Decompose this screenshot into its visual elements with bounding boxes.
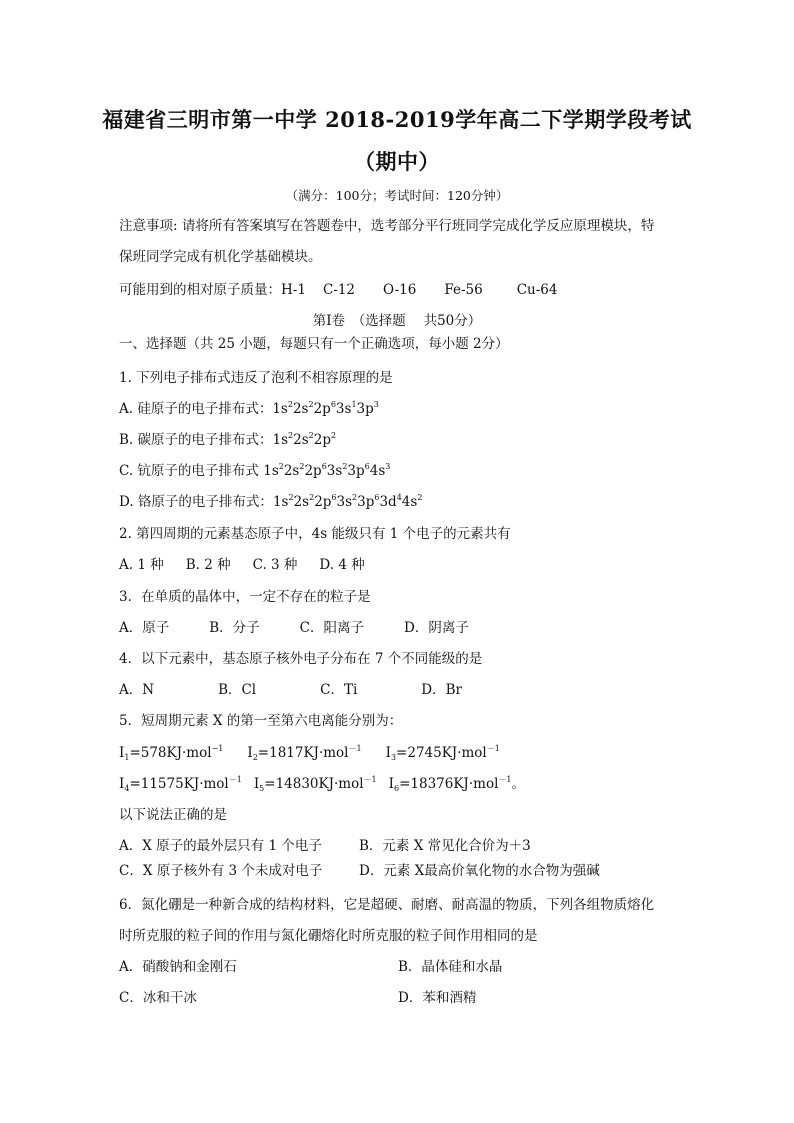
q5-i6: 18376KJ·mol bbox=[410, 776, 499, 792]
q5-ionization-row-1: $I_1=578KJ\cdot mol^{-1}$ $I_2=1817KJ\cdot mol^{-1}$ $I_3=2745KJ\cdot mol^{-1}$ bbox=[119, 744, 500, 762]
q5-option-c: C．X 原子核外有 3 个未成对电子 bbox=[119, 863, 323, 879]
exam-subtitle: （期中） bbox=[354, 149, 440, 174]
q6-option-d: D．苯和酒精 bbox=[398, 990, 477, 1006]
q4-stem: 4．以下元素中，基态原子核外电子分布在 7 个不同能级的是 bbox=[119, 651, 483, 667]
q3-option-b: B．分子 bbox=[209, 620, 260, 636]
q5-after: 以下说法正确的是 bbox=[119, 807, 227, 823]
q2-option-c: C. 3 种 bbox=[252, 557, 298, 573]
q5-stem: 5．短周期元素 X 的第一至第六电离能分别为： bbox=[119, 713, 403, 729]
notice-line-2: 保班同学完成有机化学基础模块。 bbox=[119, 249, 322, 265]
q5-option-d: D．元素 X最高价氧化物的水合物为强碱 bbox=[359, 863, 600, 879]
atomic-mass-c: C-12 bbox=[322, 282, 356, 298]
q5-i2: 1817KJ·mol bbox=[269, 745, 349, 761]
q6-option-a: A．硝酸钠和金刚石 bbox=[119, 959, 237, 975]
q4-option-d: D．Br bbox=[421, 682, 462, 698]
q1-option-d: D. 铬原子的电子排布式：$1s^22s^22p^63s^23p^63d^44s^2$ bbox=[119, 493, 423, 510]
q4-option-b: B．Cl bbox=[218, 682, 257, 698]
q4-option-a: A．N bbox=[119, 682, 155, 698]
q4-options bbox=[119, 680, 462, 700]
q1-option-a: A. 硅原子的电子排布式：$1s^22s^22p^63s^13p^3$ bbox=[119, 400, 379, 417]
q5-i1: 578KJ·mol bbox=[140, 745, 212, 761]
q5-option-b: B．元素 X 常见化合价为＋3 bbox=[359, 838, 531, 854]
q4-option-c: C．Ti bbox=[320, 682, 358, 698]
q6-option-b: B．晶体硅和水晶 bbox=[398, 959, 503, 975]
q3-option-a: A．原子 bbox=[119, 620, 170, 636]
q5-i4: 11575KJ·mol bbox=[140, 776, 229, 792]
q3-option-c: C．阳离子 bbox=[299, 620, 365, 636]
q1-stem: 1. 下列电子排布式违反了泡利不相容原理的是 bbox=[119, 370, 393, 386]
q3-option-d: D．阴离子 bbox=[404, 620, 469, 636]
notice-line-1: 注意事项: 请将所有答案填写在答题卷中，选考部分平行班同学完成化学反应原理模块，特 bbox=[119, 218, 655, 234]
part-title: 一、选择题（共 25 小题，每题只有一个正确选项，每小题 2分） bbox=[119, 336, 509, 352]
atomic-mass-line bbox=[119, 280, 557, 300]
q3-stem: 3．在单质的晶体中，一定不存在的粒子是 bbox=[119, 589, 371, 605]
exam-info: （满分：100分；考试时间：120分钟） bbox=[285, 188, 509, 203]
q2-option-d: D. 4 种 bbox=[319, 557, 365, 573]
q2-options bbox=[119, 555, 365, 575]
q1-option-b: B. 碳原子的电子排布式：$1s^22s^22p^2$ bbox=[119, 431, 337, 448]
exam-title: 福建省三明市第一中学 2018-2019学年高二下学期学段考试 bbox=[102, 107, 692, 132]
q3-options bbox=[119, 618, 469, 638]
q1-option-b-label: B. 碳原子的电子排布式： bbox=[119, 432, 273, 448]
q2-option-b: B. 2 种 bbox=[185, 557, 231, 573]
q5-i5: 14830KJ·mol bbox=[275, 776, 364, 792]
atomic-mass-o: O-16 bbox=[383, 282, 417, 298]
q5-ionization-row-2: $I_4=11575KJ\cdot mol^{-1}$ $I_5=14830KJ\cdot mol^{-1}$ $I_6=18376KJ\cdot mol^{-1}$。 bbox=[119, 775, 525, 793]
section-title: 第Ⅰ卷 （选择题 共50分） bbox=[312, 313, 482, 329]
atomic-mass-h: H-1 bbox=[281, 282, 306, 298]
q2-option-a: A. 1 种 bbox=[119, 557, 164, 573]
q1-option-c-label: C. 钪原子的电子排布式 bbox=[119, 463, 259, 479]
atomic-mass-label: 可能用到的相对原子质量： bbox=[119, 282, 281, 298]
q2-stem: 2. 第四周期的元素基态原子中，4s 能级只有 1 个电子的元素共有 bbox=[119, 526, 511, 542]
q5-i3: 2745KJ·mol bbox=[407, 745, 487, 761]
q1-option-c: C. 钪原子的电子排布式 $1s^22s^22p^63s^23p^64s^3$ bbox=[119, 462, 391, 479]
q1-option-a-label: A. 硅原子的电子排布式： bbox=[119, 401, 273, 417]
q6-stem-line-1: 6．氮化硼是一种新合成的结构材料，它是超硬、耐磨、耐高温的物质，下列各组物质熔化 bbox=[119, 897, 655, 913]
q1-option-d-label: D. 铬原子的电子排布式： bbox=[119, 494, 273, 510]
q6-stem-line-2: 时所克服的粒子间的作用与氮化硼熔化时所克服的粒子间作用相同的是 bbox=[119, 928, 538, 944]
atomic-mass-fe: Fe-56 bbox=[444, 282, 483, 298]
q5-option-a: A．X 原子的最外层只有 1 个电子 bbox=[119, 838, 322, 854]
q6-option-c: C．冰和干冰 bbox=[119, 990, 197, 1006]
atomic-mass-cu: Cu-64 bbox=[516, 282, 558, 298]
